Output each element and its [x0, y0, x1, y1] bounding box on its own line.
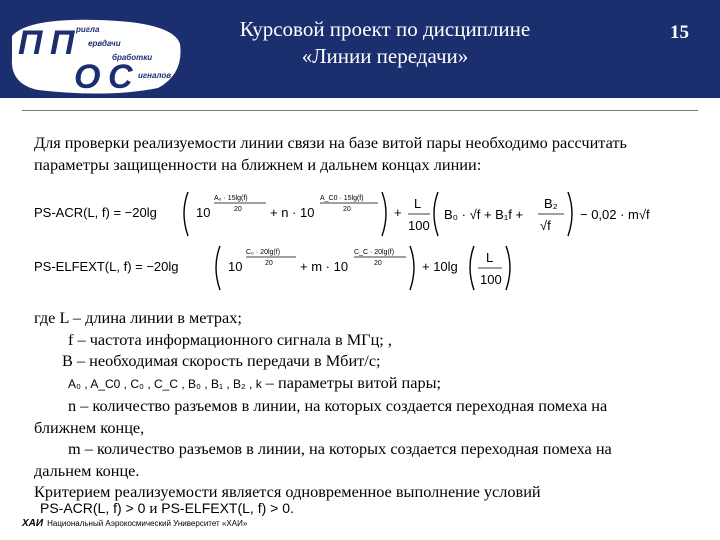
formula-term: +	[394, 205, 402, 220]
formula-exponent: A_C0 · 15lg(f)	[320, 195, 364, 202]
formula-exponent: 20	[343, 206, 351, 213]
definition-params	[34, 372, 704, 396]
formula-exponent: A₀ · 15lg(f)	[214, 195, 248, 202]
formula-term: + n · 10	[270, 205, 315, 220]
definition-n-line1: n – количество разъемов в линии, на которых создается переходная помеха на	[68, 396, 608, 415]
formula-exponent: C₀ · 20lg(f)	[246, 249, 281, 256]
params-text: – параметры витой пары;	[261, 372, 442, 392]
condition-conj: и	[149, 501, 158, 517]
formula-term: + m · 10	[300, 259, 349, 274]
formula-ps-acr	[34, 186, 684, 248]
formula-paren-left	[184, 192, 188, 236]
formula-term: B₂	[544, 196, 558, 211]
formula-term: 100	[480, 272, 502, 287]
formula-exponent: C_C · 20lg(f)	[354, 249, 395, 256]
formula-term: 100	[408, 218, 430, 233]
logo-letter-o: О	[74, 58, 101, 96]
formula-paren-left	[434, 192, 438, 236]
formula-exponent: 20	[234, 206, 242, 213]
formula-paren-right	[382, 192, 386, 236]
formula-term: L	[414, 196, 422, 211]
formula-ps-elfext	[34, 240, 684, 302]
formula-term: − 0,02 · m√f	[580, 207, 650, 222]
intro-paragraph: Для проверки реализуемости линии связи на базе витой пары необходимо рассчитать параметры защищенности на ближнем и дальнем концах линии:	[34, 133, 627, 174]
condition-left: PS-ACR(L, f) > 0	[40, 500, 146, 516]
formula-term: 10	[196, 205, 211, 220]
page-number: 15	[670, 22, 689, 43]
logo-word-3: бработки	[112, 53, 153, 62]
criterion-text: Критерием реализуемости является одновременное выполнение условий	[34, 482, 541, 501]
logo-word-2: ервдачи	[88, 39, 121, 48]
university-logo	[8, 14, 186, 96]
definitions-block	[34, 307, 704, 503]
formula-term: + 10lg	[422, 259, 458, 274]
logo-letter-p2: П	[50, 24, 75, 62]
title-line-2: «Линии передачи»	[301, 44, 469, 68]
formula-ps-elfext-lhs: PS-ELFEXT(L, f) = −20lg	[34, 259, 179, 274]
logo-word-1: ригла	[76, 25, 100, 34]
header-bar	[0, 0, 720, 98]
footer-mark: ХАИ	[22, 518, 44, 529]
formula-term: 10	[228, 259, 243, 274]
definition-n-line2: ближнем конце,	[34, 417, 145, 437]
condition-line	[40, 500, 294, 518]
formula-paren-right	[506, 246, 510, 290]
footer-text: Национальный Аэрокосмический Университет «ХАИ»	[47, 519, 248, 528]
definition-m-line1: m – количество разъемов в линии, на которых создается переходная помеха на	[68, 439, 612, 458]
logo-word-4: игналов	[138, 71, 172, 80]
formula-paren-left	[470, 246, 474, 290]
formula-term: B₀ · √f + B₁f +	[444, 207, 524, 222]
slide-title	[205, 16, 565, 70]
formula-term: L	[486, 250, 494, 265]
condition-right: PS-ELFEXT(L, f) > 0.	[161, 500, 294, 516]
formula-exponent: 20	[265, 260, 273, 267]
formula-paren-right	[568, 192, 572, 236]
footer	[22, 518, 422, 529]
formula-term: √f	[540, 218, 551, 233]
params-symbols: A₀ , A_C0 , C₀ , C_C , B₀ , B₁ , B₂ , k	[68, 376, 262, 391]
definition-l: где L – длина линии в метрах;	[34, 308, 242, 327]
logo-letter-p1: П	[18, 24, 43, 62]
divider	[22, 110, 698, 111]
formula-exponent: 20	[374, 260, 382, 267]
definition-m-line2: дальнем конце.	[34, 460, 140, 480]
formula-paren-right	[410, 246, 414, 290]
definition-f: f – частота информационного сигнала в МГц; ,	[68, 329, 392, 349]
formula-ps-acr-lhs: PS-ACR(L, f) = −20lg	[34, 205, 157, 220]
formula-paren-left	[216, 246, 220, 290]
title-line-1: Курсовой проект по дисциплине	[239, 17, 531, 41]
logo-letter-s: С	[108, 58, 133, 96]
definition-b: B – необходимая скорость передачи в Мбит/с;	[62, 351, 381, 370]
